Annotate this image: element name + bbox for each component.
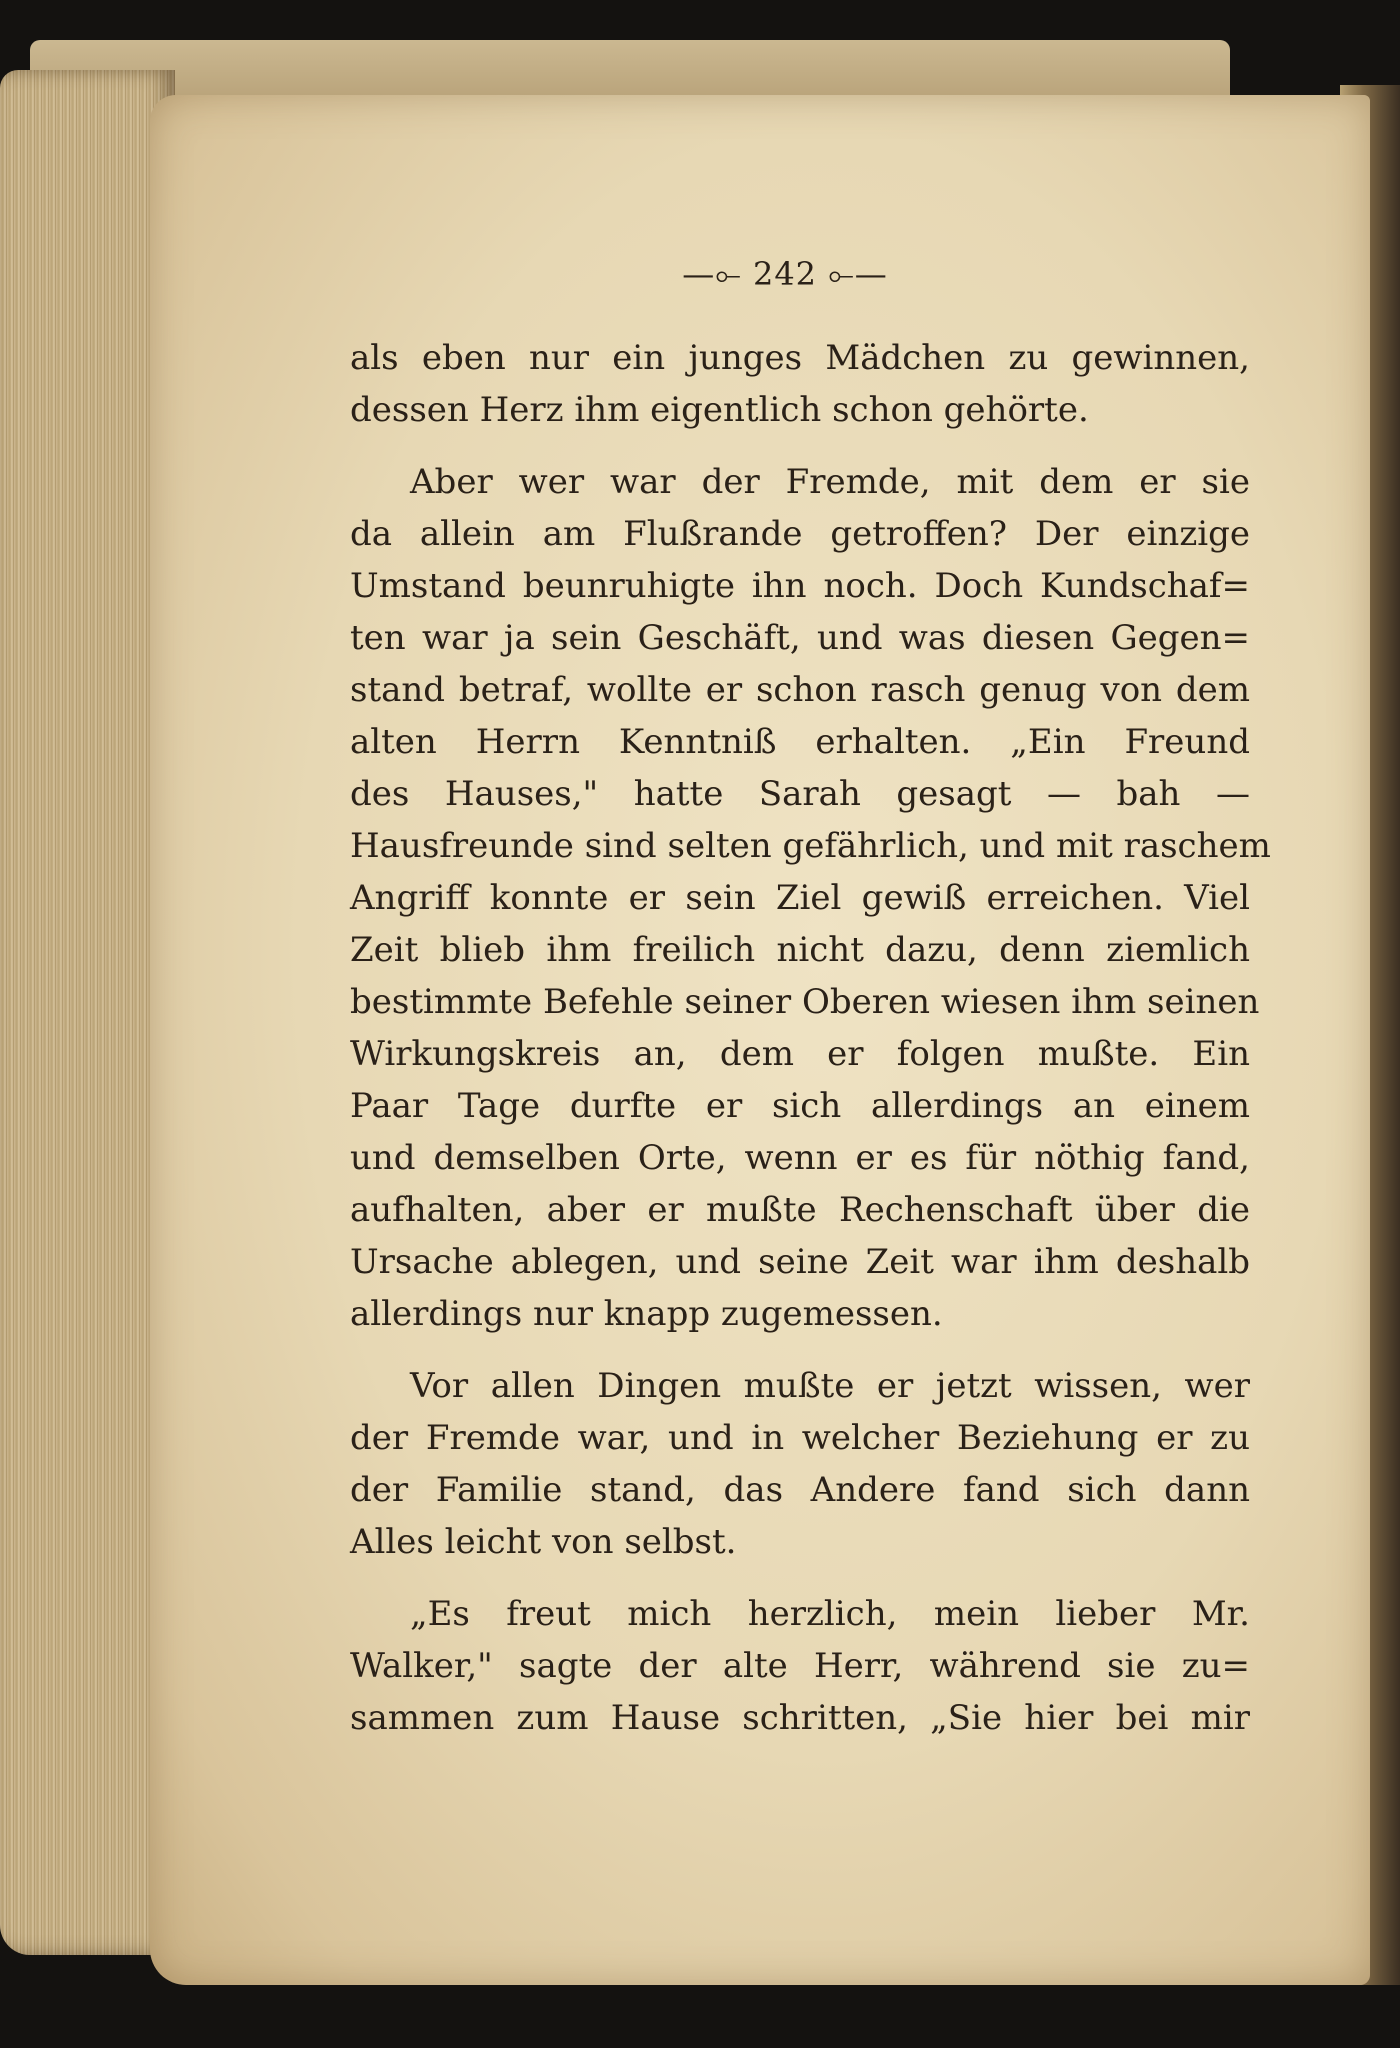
page-top-edge bbox=[30, 40, 1230, 100]
text-line: der Fremde war, und in welcher Beziehung er zu bbox=[350, 1418, 1250, 1458]
text-line: sammen zum Hause schritten, „Sie hier bei mir bbox=[350, 1698, 1250, 1738]
text-line: Hausfreunde sind selten gefährlich, und mit raschem bbox=[350, 826, 1271, 866]
text-line: bestimmte Befehle seiner Oberen wiesen ihm seinen bbox=[350, 982, 1260, 1022]
paragraph bbox=[350, 1360, 1250, 1568]
text-line: Vor allen Dingen mußte er jetzt wissen, wer bbox=[410, 1366, 1250, 1406]
stacked-page-edges bbox=[0, 70, 175, 1955]
text-line: Ursache ablegen, und seine Zeit war ihm deshalb bbox=[350, 1242, 1250, 1282]
text-line: allerdings nur knapp zugemessen. bbox=[350, 1294, 943, 1334]
text-line: als eben nur ein junges Mädchen zu gewinnen, bbox=[350, 338, 1250, 378]
text-line: dessen Herz ihm eigentlich schon gehörte. bbox=[350, 390, 1089, 430]
paragraph bbox=[350, 1588, 1250, 1744]
text-line: der Familie stand, das Andere fand sich dann bbox=[350, 1470, 1250, 1510]
page-text bbox=[350, 255, 1271, 1764]
text-line: alten Herrn Kenntniß erhalten. „Ein Freund bbox=[350, 722, 1250, 762]
text-line: ten war ja sein Geschäft, und was diesen Gegen= bbox=[350, 618, 1250, 658]
text-line: Walker," sagte der alte Herr, während sie zu= bbox=[350, 1646, 1250, 1686]
text-line: da allein am Flußrande getroffen? Der einzige bbox=[350, 514, 1250, 554]
text-line: und demselben Orte, wenn er es für nöthig fand, bbox=[350, 1138, 1250, 1178]
text-line: Umstand beunruhigte ihn noch. Doch Kundschaf= bbox=[350, 566, 1250, 606]
paragraph bbox=[350, 332, 1250, 436]
text-line: des Hauses," hatte Sarah gesagt — bah — bbox=[350, 774, 1250, 814]
text-line: Angriff konnte er sein Ziel gewiß erreichen. Viel bbox=[350, 878, 1250, 918]
text-line: Wirkungskreis an, dem er folgen mußte. Ein bbox=[350, 1034, 1250, 1074]
text-line: aufhalten, aber er mußte Rechenschaft über die bbox=[350, 1190, 1250, 1230]
text-line: Paar Tage durfte er sich allerdings an einem bbox=[350, 1086, 1250, 1126]
text-line: stand betraf, wollte er schon rasch genug von dem bbox=[350, 670, 1250, 710]
paragraph bbox=[350, 456, 1271, 1340]
text-line: Zeit blieb ihm freilich nicht dazu, denn ziemlich bbox=[350, 930, 1250, 970]
text-line: „Es freut mich herzlich, mein lieber Mr. bbox=[410, 1594, 1250, 1634]
page-number: —⟜ 242 ⟜— bbox=[682, 255, 888, 293]
text-line: Aber wer war der Fremde, mit dem er sie bbox=[410, 462, 1250, 502]
text-line: Alles leicht von selbst. bbox=[350, 1522, 737, 1562]
